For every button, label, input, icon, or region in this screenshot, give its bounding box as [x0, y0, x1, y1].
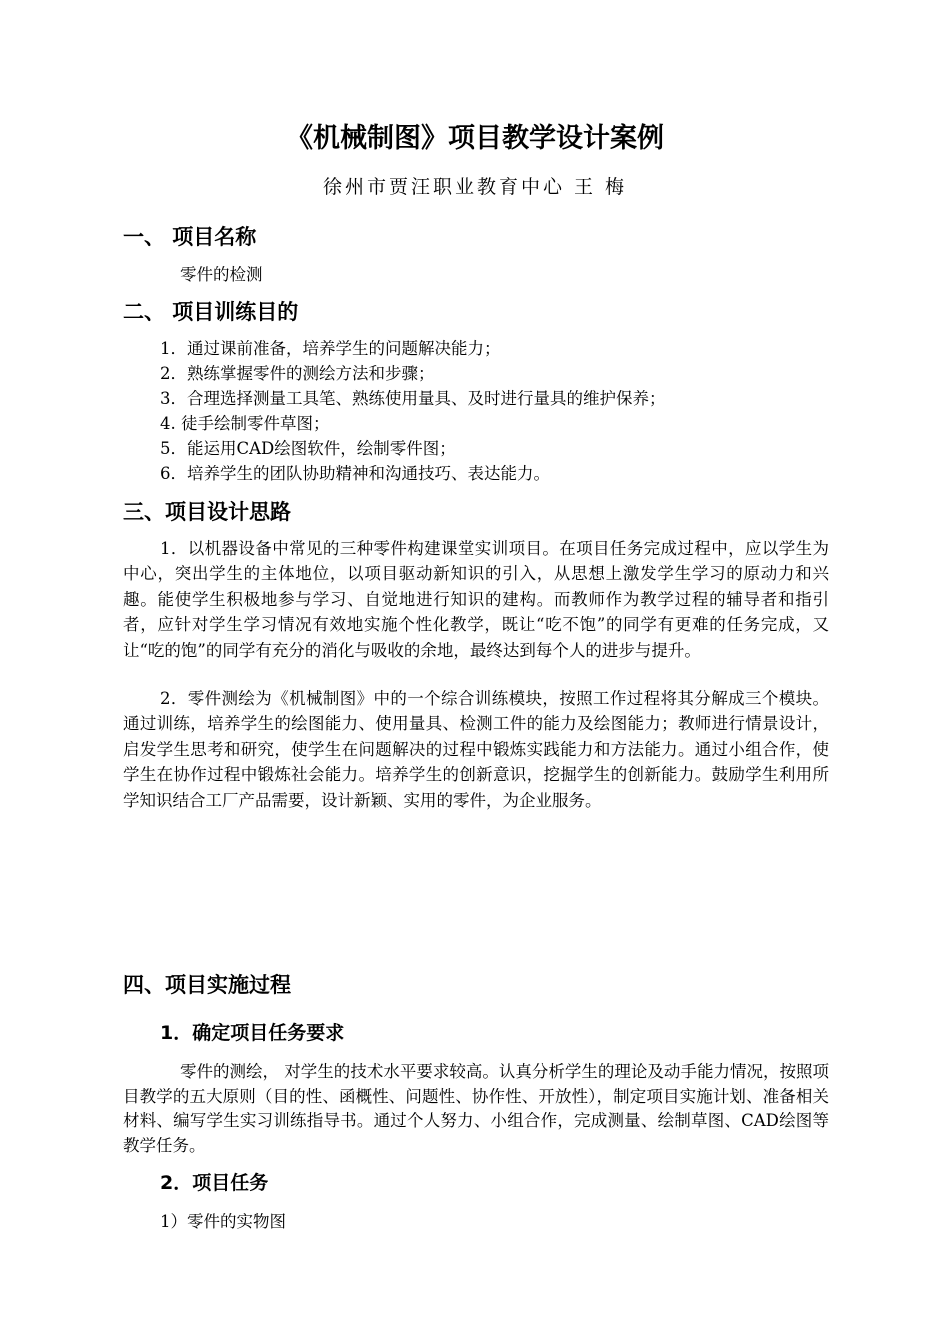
objective-item-4: 4. 徒手绘制零件草图；	[160, 414, 330, 433]
subsection-1-heading: 1．确定项目任务要求	[160, 1022, 345, 1044]
subsection-2-heading: 2．项目任务	[160, 1172, 269, 1194]
design-paragraph-2: 2．零件测绘为《机械制图》中的一个综合训练模块，按照工作过程将其分解成三个模块。通过训练，培养学生的绘图能力、使用量具、检测工件的能力及绘图能力；教师进行情景设计，启发学生思考和研究，使学生在问题解决的过程中锻炼实践能力和方法能力。通过小组合作，使学生在协作过程中锻炼社会能力。培养学生的创新意识，挖掘学生的创新能力。鼓励学生利用所学知识结合工厂产品需要，设计新颖、实用的零件，为企业服务。	[123, 689, 829, 810]
objective-item-1: 1．通过课前准备，培养学生的问题解决能力；	[160, 339, 501, 358]
objective-item-5: 5．能运用CAD绘图软件，绘制零件图；	[160, 439, 456, 458]
objective-item-6: 6．培养学生的团队协助精神和沟通技巧、表达能力。	[160, 464, 550, 483]
task-item-1: 1）零件的实物图	[160, 1212, 286, 1231]
section-3-heading: 三、项目设计思路	[123, 500, 291, 524]
author-line: 徐州市贾汪职业教育中心 王 梅	[322, 176, 628, 198]
section-1-heading: 一、 项目名称	[123, 225, 257, 249]
objective-item-2: 2．熟练掌握零件的测绘方法和步骤；	[160, 364, 435, 383]
task-requirements-paragraph: 零件的测绘， 对学生的技术水平要求较高。认真分析学生的理论及动手能力情况，按照项目教学的五大原则（目的性、函概性、问题性、协作性、开放性），制定项目实施计划、准备相关材料、编写学生实习训练指导书。通过个人努力、小组合作，完成测量、绘制草图、CAD绘图等教学任务。	[123, 1062, 829, 1155]
document-title: 《机械制图》项目教学设计案例	[286, 123, 664, 154]
objective-item-3: 3．合理选择测量工具笔、熟练使用量具、及时进行量具的维护保养；	[160, 389, 666, 408]
section-2-heading: 二、 项目训练目的	[123, 300, 299, 324]
project-name-text: 零件的检测	[180, 265, 263, 284]
section-4-heading: 四、项目实施过程	[123, 973, 291, 997]
design-paragraph-1: 1．以机器设备中常见的三种零件构建课堂实训项目。在项目任务完成过程中，应以学生为中心，突出学生的主体地位，以项目驱动新知识的引入，从思想上激发学生学习的原动力和兴趣。能使学生积极地参与学习、自觉地进行知识的建构。而教师作为教学过程的辅导者和指引者，应针对学生学习情况有效地实施个性化教学，既让“吃不饱”的同学有更难的任务完成，又让“吃的饱”的同学有充分的消化与吸收的余地，最终达到每个人的进步与提升。	[123, 539, 829, 660]
